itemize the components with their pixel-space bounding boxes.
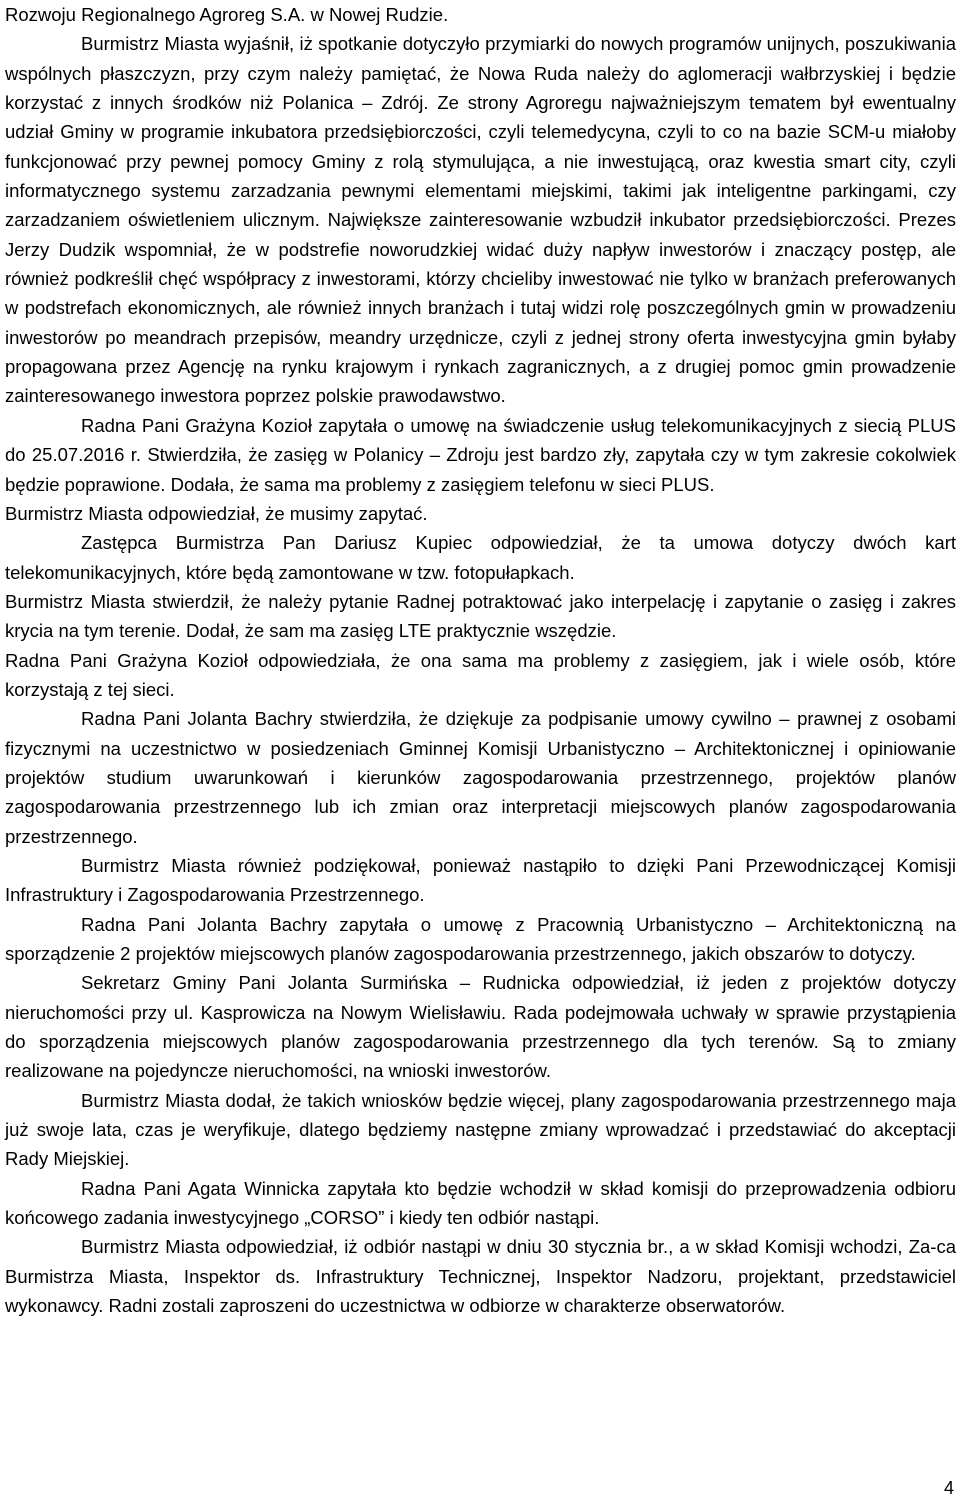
paragraph: Rozwoju Regionalnego Agroreg S.A. w Nowej Rudzie. bbox=[5, 4, 449, 25]
paragraph: Radna Pani Grażyna Kozioł odpowiedziała, że ona sama ma problemy z zasięgiem, jak i wiele osób, które korzystają z tej sieci. bbox=[5, 649, 956, 700]
document-body bbox=[5, 0, 956, 1320]
paragraph: Radna Pani Grażyna Kozioł zapytała o umowę na świadczenie usług telekomunikacyjnych z siecią PLUS do 25.07.2016 r. Stwierdziła, że zasięg w Polanicy – Zdroju jest bardzo zły, zapytała czy w tym zakresie cokolwiek będzie poprawione. Dodała, że sama ma problemy z zasięgiem telefonu w sieci PLUS. bbox=[5, 414, 956, 495]
paragraph: Sekretarz Gminy Pani Jolanta Surmińska – Rudnicka odpowiedział, iż jeden z projektów dotyczy nieruchomości przy ul. Kasprowicza na Nowym Wielisławiu. Rada podejmowała uchwały w sprawie przystąpienia do sporządzenia miejscowych planów zagospodarowania przestrzennego dla tych terenów. Są to zmiany realizowane na pojedyncze nieruchomości, na wnioski inwestorów. bbox=[5, 972, 956, 1082]
paragraph: Burmistrz Miasta dodał, że takich wniosków będzie więcej, plany zagospodarowania przestrzennego maja już swoje lata, czas je weryfikuje, dlatego będziemy następne zmiany wprowadzać i przedstawiać do akceptacji Rady Miejskiej. bbox=[5, 1089, 956, 1170]
paragraph: Radna Pani Jolanta Bachry zapytała o umowę z Pracownią Urbanistyczno – Architektoniczną na sporządzenie 2 projektów miejscowych planów zagospodarowania przestrzennego, jakich obszarów to dotyczy. bbox=[5, 913, 956, 964]
page-number: 4 bbox=[943, 1478, 954, 1498]
paragraph: Burmistrz Miasta wyjaśnił, iż spotkanie dotyczyło przymiarki do nowych programów unijnych, poszukiwania wspólnych płaszczyzn, przy czym należy pamiętać, że Nowa Ruda należy do aglomeracji wałbrzyskiej i będzie korzystać z innych środków niż Polanica – Zdrój. Ze strony Agroregu najważniejszym tematem był ewentualny udział Gminy w programie inkubatora przedsiębiorczości, czyli telemedycyna, czyli to co na bazie SCM-u miałoby funkcjonować przy pewnej pomocy Gminy z rolą stymulująca, a nie inwestującą, oraz kwestia smart city, czyli informatycznego systemu zarzadzania pewnymi elementami miejskimi, takimi jak inteligentne parkingami, czy zarzadzaniem oświetleniem ulicznym. Największe zainteresowanie wzbudził inkubator przedsiębiorczości. Prezes Jerzy Dudzik wspomniał, że w podstrefie noworudzkiej widać duży napływ inwestorów i znaczący postęp, ale również podkreślił chęć współpracy z inwestorami, którzy chcieliby inwestować nie tylko w branżach preferowanych w podstrefach ekonomicznych, ale również innych branżach i tutaj widzi rolę poszczególnych gmin w prowadzeniu inwestorów po meandrach przepisów, meandry urzędnicze, czyli z jednej strony oferta inwestycyjna gmin byłaby propagowana przez Agencję na rynku krajowym i rynkach zagranicznych, a z drugiej pomoc gmin prowadzenie zainteresowanego inwestora poprzez polskie prawodawstwo. bbox=[5, 33, 956, 407]
paragraph: Radna Pani Agata Winnicka zapytała kto będzie wchodził w skład komisji do przeprowadzenia odbioru końcowego zadania inwestycyjnego „CORSO” i kiedy ten odbiór nastąpi. bbox=[5, 1177, 956, 1229]
paragraph: Burmistrz Miasta odpowiedział, iż odbiór nastąpi w dniu 30 stycznia br., a w skład Komisji wchodzi, Za-ca Burmistrza Miasta, Inspektor ds. Infrastruktury Technicznej, Inspektor Nadzoru, projektant, przedstawiciel wykonawcy. Radni zostali zaproszeni do uczestnictwa w odbiorze w charakterze obserwatorów. bbox=[5, 1236, 956, 1317]
paragraph: Burmistrz Miasta odpowiedział, że musimy zapytać. bbox=[5, 502, 428, 524]
paragraph: Zastępca Burmistrza Pan Dariusz Kupiec odpowiedział, że ta umowa dotyczy dwóch kart telekomunikacyjnych, które będą zamontowane w tzw. fotopułapkach. bbox=[5, 532, 956, 583]
paragraph: Burmistrz Miasta również podziękował, ponieważ nastąpiło to dzięki Pani Przewodniczącej Komisji Infrastruktury i Zagospodarowania Przestrzennego. bbox=[5, 854, 956, 906]
paragraph: Burmistrz Miasta stwierdził, że należy pytanie Radnej potraktować jako interpelację i zapytanie o zasięg i zakres krycia na tym terenie. Dodał, że sam ma zasięg LTE praktycznie wszędzie. bbox=[5, 590, 956, 642]
paragraph: Radna Pani Jolanta Bachry stwierdziła, że dziękuje za podpisanie umowy cywilno – prawnej z osobami fizycznymi na uczestnictwo w posiedzeniach Gminnej Komisji Urbanistyczno – Architektonicznej i opiniowanie projektów studium uwarunkowań i kierunków zagospodarowania przestrzennego, projektów planów zagospodarowania przestrzennego lub ich zmian oraz interpretacji miejscowych planów zagospodarowania przestrzennego. bbox=[5, 708, 956, 847]
